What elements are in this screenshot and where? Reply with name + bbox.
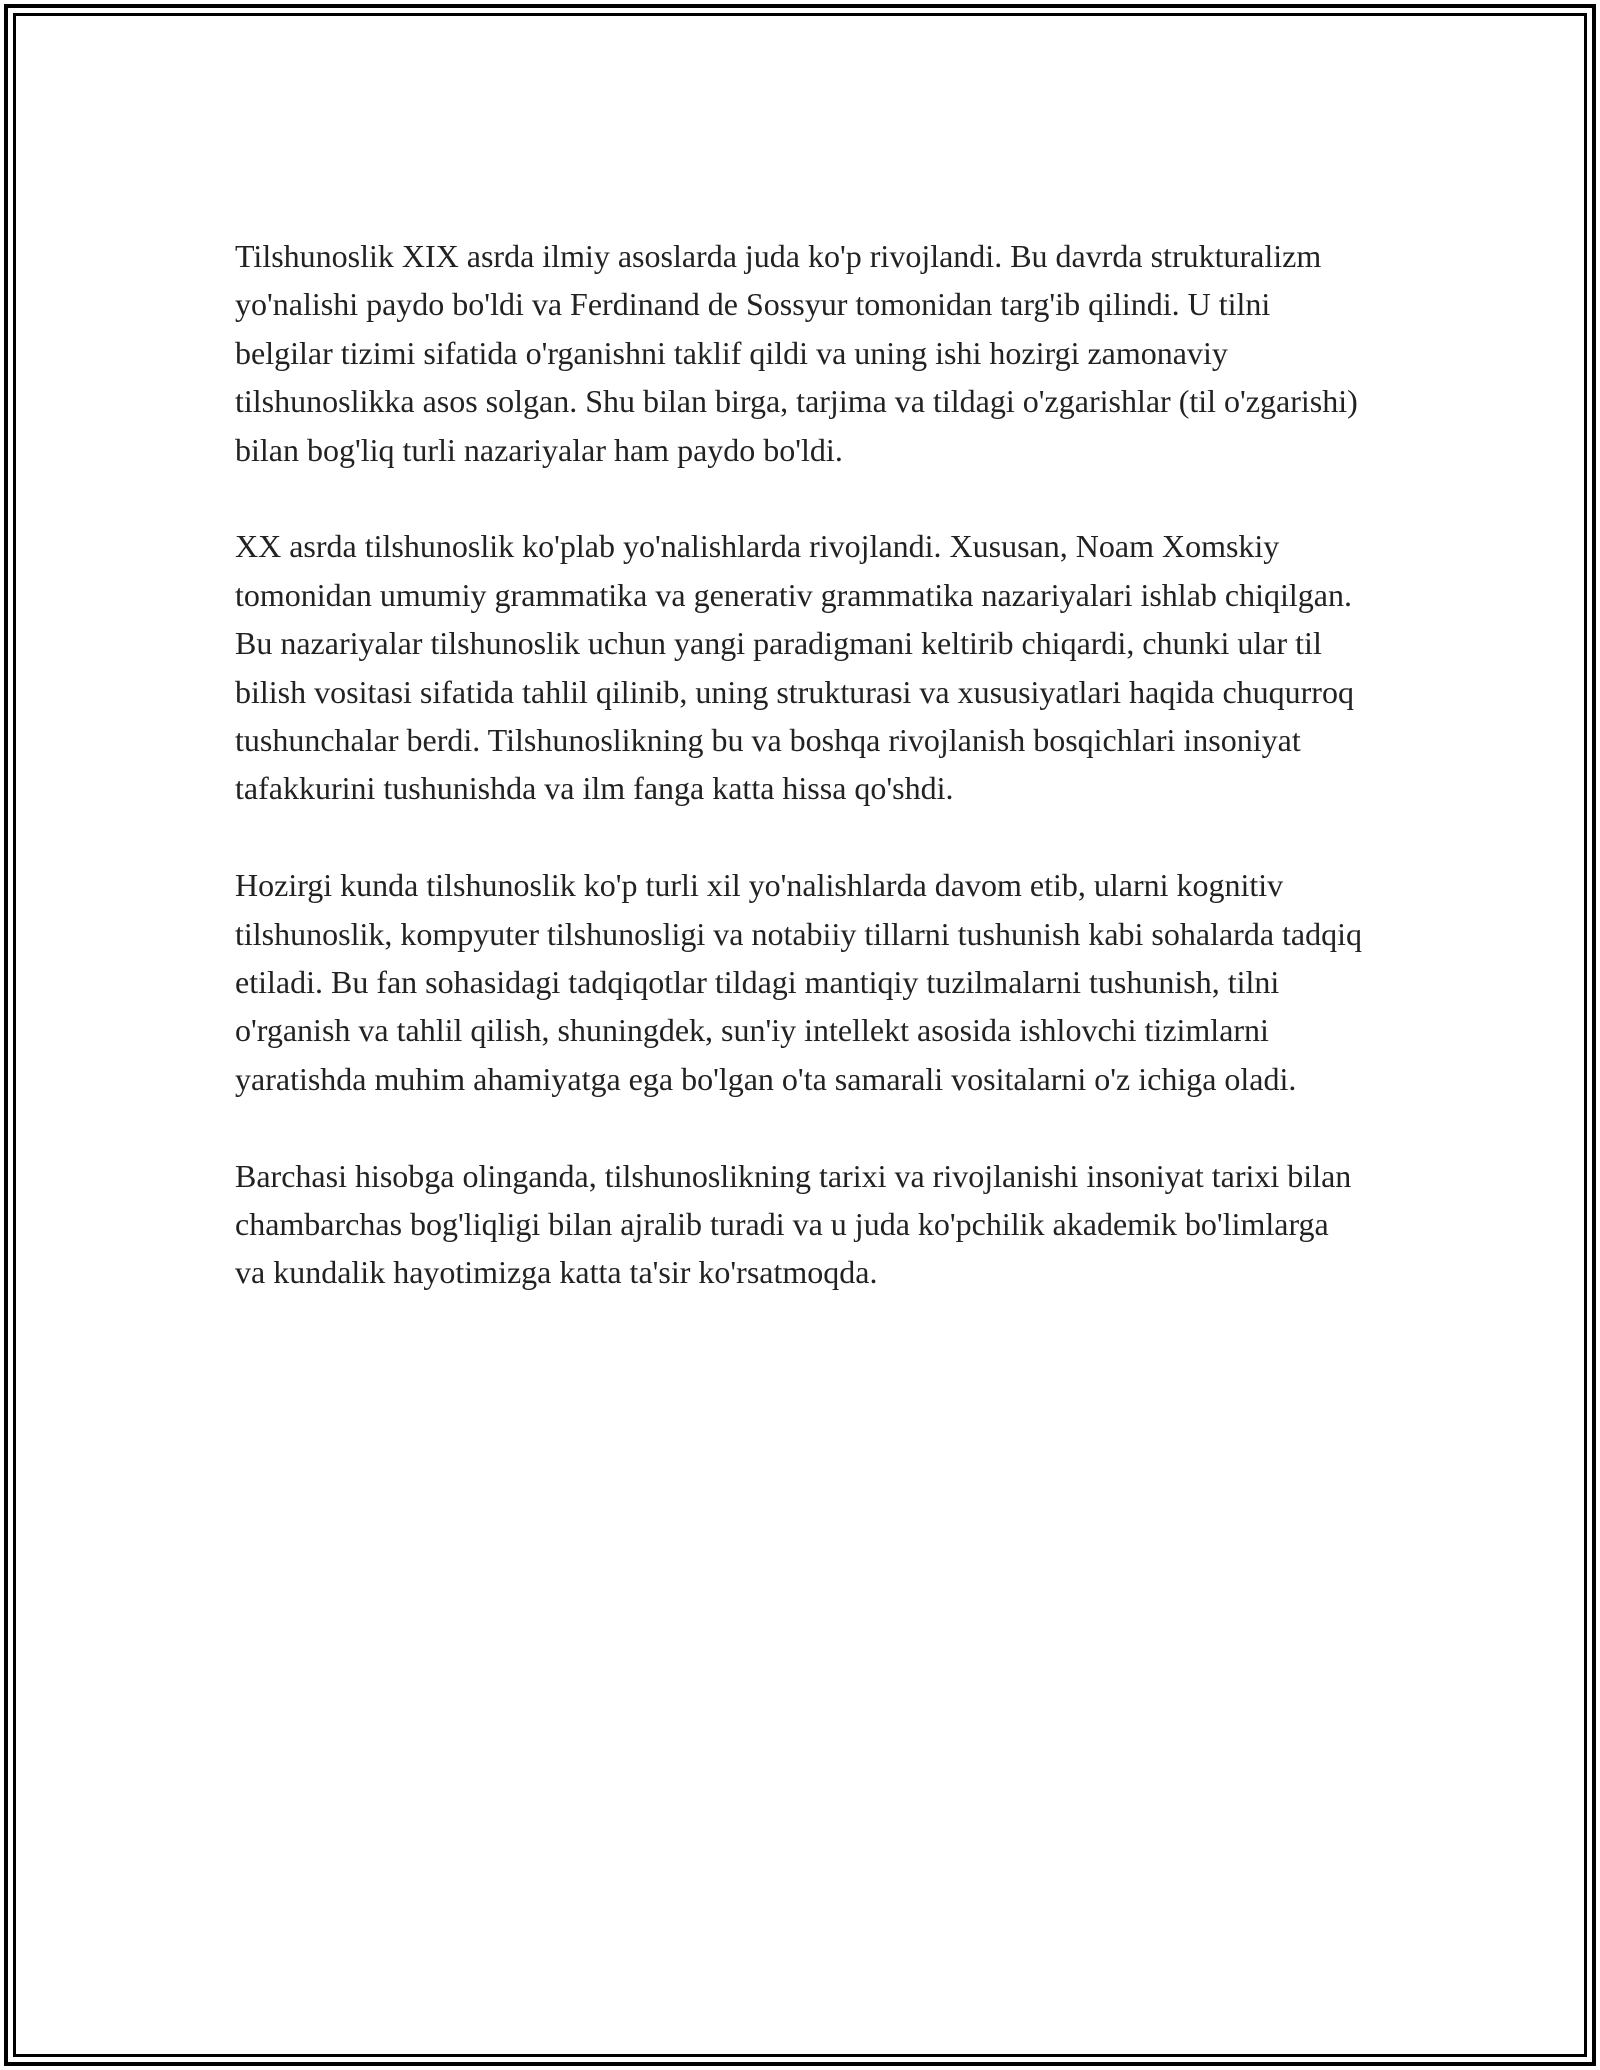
paragraph-3: Hozirgi kunda tilshunoslik ko'p turli xil yo'nalishlarda davom etib, ularni kognitiv tilshunoslik, kompyuter tilshunosligi va notabiiy tillarni tushunish kabi sohalarda tadqiq etiladi. Bu fan sohasidagi tadqiqotlar tildagi mantiqiy tuzilmalarni tushunish, tilni o'rganish va tahlil qilish, shuningdek, sun'iy intellekt asosida ishlovchi tizimlarni yaratishda muhim ahamiyatga ega bo'lgan o'ta samarali vositalarni o'z ichiga oladi. <box>235 867 1363 1097</box>
paragraph-1: Tilshunoslik XIX asrda ilmiy asoslarda juda ko'p rivojlandi. Bu davrda strukturalizm yo'nalishi paydo bo'ldi va Ferdinand de Sossyur tomonidan targ'ib qilindi. U tilni belgilar tizimi sifatida o'rganishni taklif qildi va uning ishi hozirgi zamonaviy tilshunoslikka asos solgan. Shu bilan birga, tarjima va tildagi o'zgarishlar (til o'zgarishi) bilan bog'liq turli nazariyalar ham paydo bo'ldi. <box>235 238 1358 468</box>
paragraph-2: XX asrda tilshunoslik ko'plab yo'nalishlarda rivojlandi. Xususan, Noam Xomskiy tomonidan umumiy grammatika va generativ grammatika nazariyalari ishlab chiqilgan. Bu nazariyalar tilshunoslik uchun yangi paradigmani keltirib chiqardi, chunki ular til bilish vositasi sifatida tahlil qilinib, uning strukturasi va xususiyatlari haqida chuqurroq tushunchalar berdi. Tilshunoslikning bu va boshqa rivojlanish bosqichlari insoniyat tafakkurini tushunishda va ilm fanga katta hissa qo'shdi. <box>235 528 1354 807</box>
paragraph-4: Barchasi hisobga olinganda, tilshunoslikning tarixi va rivojlanishi insoniyat tarixi bilan chambarchas bog'liqligi bilan ajralib turadi va u juda ko'pchilik akademik bo'limlarga va kundalik hayotimizga katta ta'sir ko'rsatmoqda. <box>235 1157 1352 1291</box>
document-body <box>235 232 1365 1297</box>
